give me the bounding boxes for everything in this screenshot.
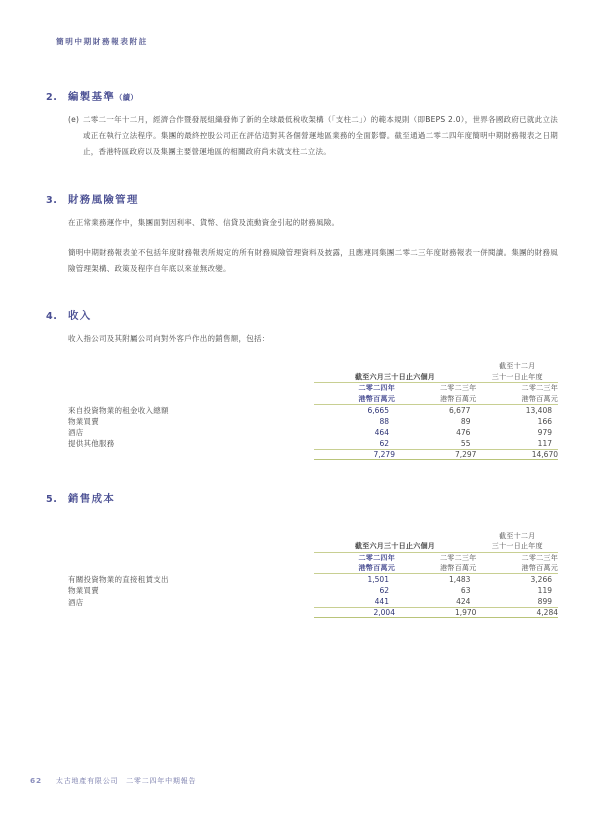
section-4-number: 4. — [46, 311, 58, 323]
spacer — [46, 277, 558, 307]
paragraph-4-1: 收入指公司及其附屬公司向對外客戶作出的銷售額，包括： — [68, 334, 270, 344]
cost-total-v3: 4,284 — [476, 608, 558, 618]
cost-row-1-v3: 119 — [537, 586, 552, 596]
spacer — [46, 460, 558, 490]
cost-header-year-ended-line1: 截至十二月 — [499, 530, 536, 540]
cost-group-header-row — [68, 531, 558, 553]
table-row — [68, 585, 558, 596]
revenue-row-2-v1: 464 — [374, 427, 389, 437]
section-4-body — [68, 331, 558, 347]
cost-of-sales-table — [68, 531, 558, 618]
cost-subheader-col3-year: 二零二三年 — [521, 552, 558, 562]
revenue-row-1-v1: 88 — [379, 416, 389, 426]
section-2-number: 2. — [46, 92, 58, 103]
paragraph-3-2: 簡明中期財務報表並不包括年度財務報表所規定的所有財務風險管理資料及披露，且應連同集團二零二三年度財務報表一併閱讀。集團的財務風險管理架構、政策及程序自年底以來並無改變。 — [68, 247, 558, 274]
cost-row-1-label: 物業買賣 — [68, 586, 99, 596]
revenue-total-row — [68, 449, 558, 459]
cost-row-1-v1: 62 — [379, 586, 389, 596]
revenue-header-six-months: 截至六月三十日止六個月 — [314, 361, 477, 383]
revenue-group-header-row — [68, 361, 558, 383]
revenue-subheader-col1 — [314, 383, 395, 404]
table-row — [68, 427, 558, 438]
section-revenue — [46, 307, 558, 460]
revenue-row-2-label: 酒店 — [68, 427, 84, 437]
revenue-subheader-col2-year: 二零二三年 — [440, 383, 477, 393]
section-3-body — [68, 215, 558, 278]
cost-subheader-col2-year: 二零二三年 — [440, 552, 477, 562]
page-content — [46, 88, 558, 618]
cost-row-0-v1: 1,501 — [367, 575, 389, 585]
revenue-row-3-v1: 62 — [379, 438, 389, 448]
section-cost-of-sales — [46, 490, 558, 618]
cost-total-v1: 2,004 — [314, 608, 395, 618]
spacer — [46, 161, 558, 191]
cost-row-0-label: 有關投資物業的直接租賃支出 — [68, 575, 169, 585]
table-row — [68, 404, 558, 416]
cost-header-year-ended-line2: 三十一日止年度 — [491, 541, 543, 551]
cost-row-1-v2: 63 — [460, 586, 471, 596]
revenue-row-0-v3: 13,408 — [525, 405, 552, 415]
cost-total-v2: 1,970 — [395, 608, 476, 618]
cost-subheader-col2-unit: 港幣百萬元 — [440, 563, 477, 573]
revenue-row-2-v3: 979 — [537, 427, 552, 437]
cost-row-2-label: 酒店 — [68, 597, 84, 607]
revenue-total-v3: 14,670 — [476, 449, 558, 459]
revenue-table-wrapper — [68, 361, 558, 459]
running-header: 簡明中期財務報表附註 — [56, 37, 148, 46]
revenue-row-0-label: 來自投資物業的租金收入總額 — [68, 405, 169, 415]
paragraph-3-1: 在正常業務運作中，集團面對因利率、貨幣、信貸及流動資金引起的財務風險。 — [68, 217, 340, 227]
table-row — [68, 596, 558, 608]
section-2-body — [68, 112, 558, 161]
section-3-heading — [46, 191, 558, 206]
section-2-continued-label: （續） — [115, 93, 138, 102]
revenue-row-0-v1: 6,665 — [367, 405, 389, 415]
cost-row-2-v2: 424 — [456, 597, 471, 607]
revenue-total-v2: 7,297 — [395, 449, 476, 459]
revenue-subheader-row — [68, 383, 558, 404]
section-2-heading — [46, 88, 558, 103]
revenue-row-3-v3: 117 — [537, 438, 552, 448]
cost-row-0-v2: 1,483 — [448, 575, 471, 585]
section-2-title: 編製基準 — [68, 91, 116, 103]
revenue-total-v1: 7,279 — [314, 449, 395, 459]
revenue-subheader-col2 — [395, 383, 476, 404]
section-4-heading — [46, 307, 558, 322]
revenue-subheader-col3-unit: 港幣百萬元 — [521, 393, 558, 403]
revenue-subheader-col3-year: 二零二三年 — [521, 383, 558, 393]
revenue-row-1-v3: 166 — [537, 416, 552, 426]
section-5-title: 銷售成本 — [68, 492, 116, 505]
revenue-row-1-label: 物業買賣 — [68, 416, 99, 426]
cost-subheader-col1 — [314, 552, 395, 573]
revenue-row-0-v2: 6,677 — [448, 405, 471, 415]
revenue-subheader-col1-unit: 港幣百萬元 — [358, 393, 395, 403]
revenue-table — [68, 361, 558, 459]
cost-total-label — [68, 608, 314, 618]
revenue-row-2-v2: 476 — [456, 427, 471, 437]
section-3-title: 財務風險管理 — [68, 193, 139, 206]
revenue-row-1-v2: 89 — [460, 416, 471, 426]
section-financial-risk-management — [46, 191, 558, 278]
cost-row-2-v3: 899 — [537, 597, 552, 607]
revenue-subheader-col2-unit: 港幣百萬元 — [440, 393, 477, 403]
revenue-header-year-ended-line2: 三十一日止年度 — [491, 371, 543, 381]
paragraph-2e-text: 二零二一年十二月，經濟合作暨發展組織發佈了新的全球最低稅收架構（「支柱二」）的範本規則（即BEPS 2.0），世界各國政府已就此立法或正在執行立法程序。集團的最終控股公司正在評估這對其各個營運地區業務的全面影響。截至通過二零二四年度簡明中期財務報表之日期止，香港特區政府以及集團主要營運地區的相關政府尚未就支柱二立法。 — [83, 115, 558, 157]
revenue-total-label — [68, 449, 314, 459]
paragraph-2e — [68, 112, 558, 161]
cost-total-row — [68, 608, 558, 618]
cost-subheader-col3 — [476, 552, 558, 573]
cost-subheader-row — [68, 552, 558, 573]
section-5-heading — [46, 490, 558, 505]
section-4-title: 收入 — [68, 310, 92, 323]
section-5-number: 5. — [46, 493, 58, 505]
revenue-subheader-col3 — [476, 383, 558, 404]
footer-text: 太古地產有限公司 二零二四年中期報告 — [55, 777, 197, 785]
page-footer — [30, 776, 196, 786]
cost-subheader-col1-year: 二零二四年 — [358, 552, 395, 562]
cost-of-sales-table-wrapper — [68, 531, 558, 618]
cost-row-2-v1: 441 — [374, 597, 389, 607]
revenue-subheader-col1-year: 二零二四年 — [358, 383, 395, 393]
footer-page-number: 62 — [30, 776, 42, 785]
cost-header-six-months: 截至六月三十日止六個月 — [314, 531, 477, 553]
table-row — [68, 574, 558, 586]
section-basis-of-preparation — [46, 88, 558, 161]
cost-subheader-col2 — [395, 552, 476, 573]
paragraph-2e-marker: (e) — [68, 115, 80, 124]
cost-subheader-col3-unit: 港幣百萬元 — [521, 563, 558, 573]
cost-row-0-v3: 3,266 — [530, 575, 552, 585]
table-row — [68, 438, 558, 450]
revenue-row-3-label: 提供其他服務 — [68, 439, 115, 449]
cost-subheader-col1-unit: 港幣百萬元 — [358, 563, 395, 573]
revenue-header-year-ended — [476, 361, 558, 383]
section-3-number: 3. — [46, 194, 58, 206]
revenue-header-year-ended-line1: 截至十二月 — [499, 361, 536, 371]
cost-closing-rule — [68, 618, 558, 619]
table-row — [68, 416, 558, 427]
cost-header-year-ended — [476, 531, 558, 553]
revenue-row-3-v2: 55 — [460, 438, 471, 448]
